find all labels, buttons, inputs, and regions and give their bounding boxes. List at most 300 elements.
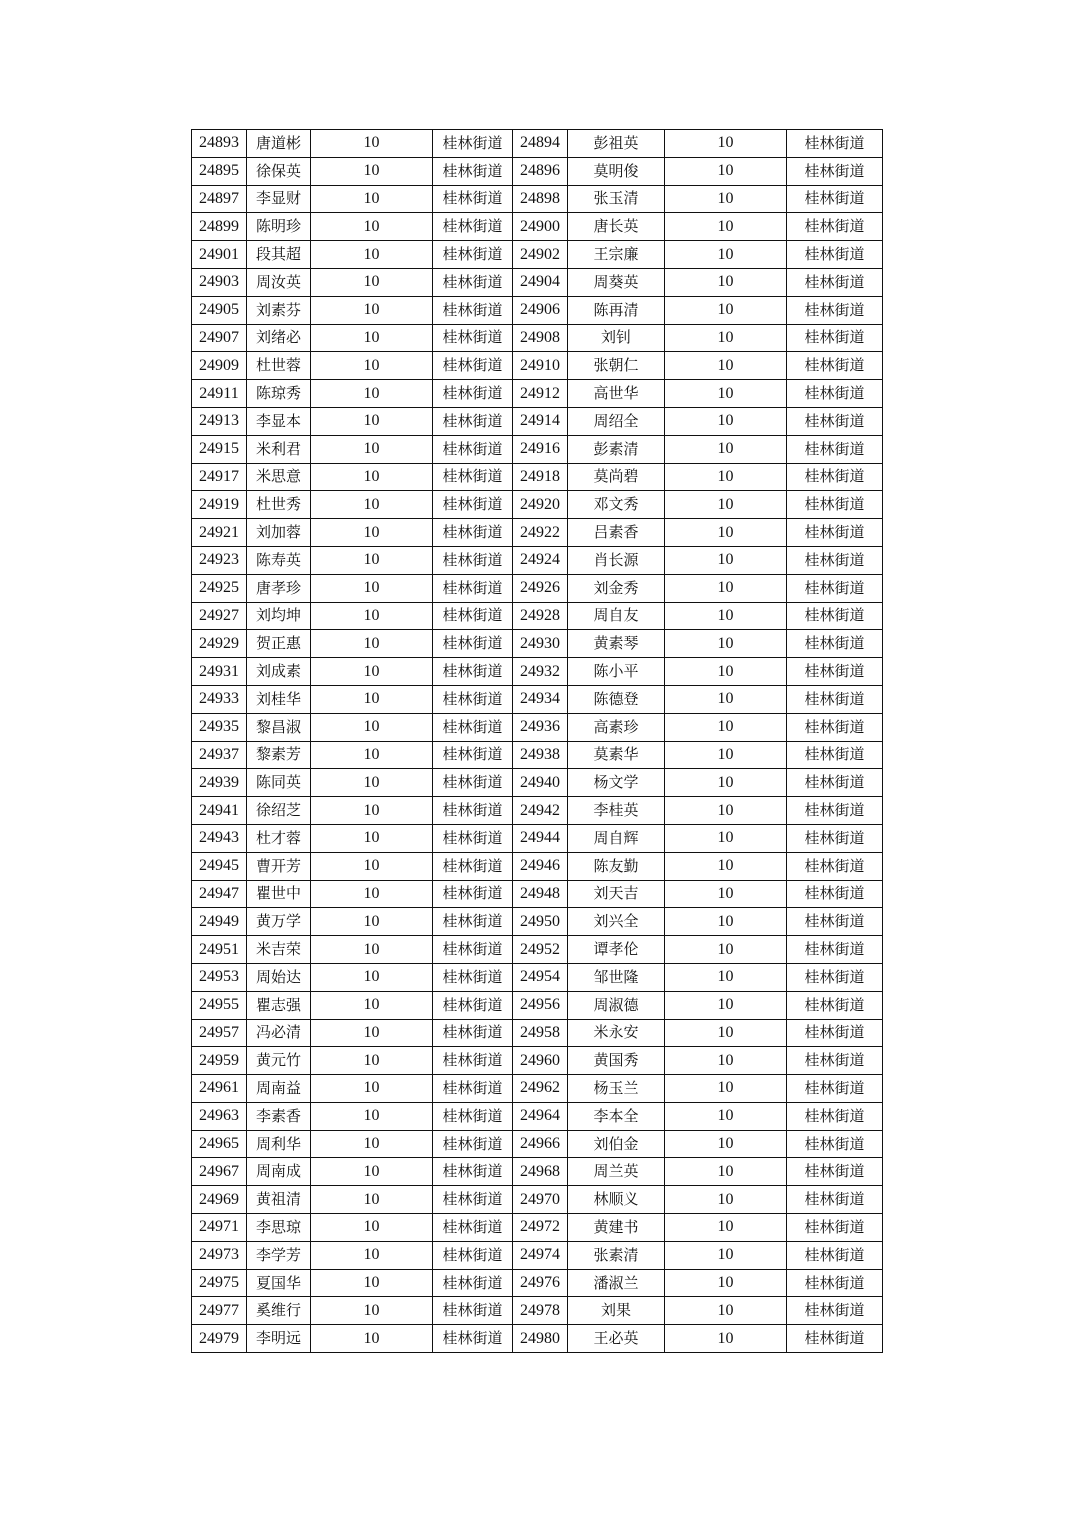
left-name-cell: 段其超: [247, 241, 311, 269]
left-amount-cell: 10: [311, 741, 433, 769]
left-amount-cell: 10: [311, 1047, 433, 1075]
right-name-cell: 陈再清: [568, 296, 665, 324]
left-amount-cell: 10: [311, 824, 433, 852]
left-amount-cell: 10: [311, 1102, 433, 1130]
table-row: [192, 797, 883, 825]
table-row: [192, 241, 883, 269]
right-name-cell: 周兰英: [568, 1158, 665, 1186]
right-amount-cell: 10: [665, 1158, 787, 1186]
left-amount-cell: 10: [311, 519, 433, 547]
right-id-cell: 24918: [513, 463, 568, 491]
left-amount-cell: 10: [311, 185, 433, 213]
left-street-cell: 桂林街道: [433, 1241, 513, 1269]
left-amount-cell: 10: [311, 157, 433, 185]
right-name-cell: 林顺义: [568, 1186, 665, 1214]
right-name-cell: 米永安: [568, 1019, 665, 1047]
left-id-cell: 24979: [192, 1325, 247, 1353]
left-street-cell: 桂林街道: [433, 491, 513, 519]
right-amount-cell: 10: [665, 491, 787, 519]
left-name-cell: 李思琼: [247, 1214, 311, 1242]
right-amount-cell: 10: [665, 574, 787, 602]
right-amount-cell: 10: [665, 435, 787, 463]
table-row: [192, 908, 883, 936]
left-id-cell: 24907: [192, 324, 247, 352]
left-id-cell: 24937: [192, 741, 247, 769]
table-row: [192, 685, 883, 713]
left-name-cell: 刘桂华: [247, 685, 311, 713]
right-amount-cell: 10: [665, 908, 787, 936]
table-row: [192, 352, 883, 380]
right-name-cell: 刘伯金: [568, 1130, 665, 1158]
left-name-cell: 李显本: [247, 407, 311, 435]
right-name-cell: 张素清: [568, 1241, 665, 1269]
right-street-cell: 桂林街道: [787, 435, 883, 463]
left-name-cell: 刘素芬: [247, 296, 311, 324]
table-row: [192, 1102, 883, 1130]
left-id-cell: 24905: [192, 296, 247, 324]
table-row: [192, 435, 883, 463]
left-street-cell: 桂林街道: [433, 936, 513, 964]
right-id-cell: 24980: [513, 1325, 568, 1353]
right-street-cell: 桂林街道: [787, 185, 883, 213]
roster-body: [192, 130, 883, 1353]
left-name-cell: 陈琼秀: [247, 380, 311, 408]
left-amount-cell: 10: [311, 658, 433, 686]
right-street-cell: 桂林街道: [787, 1075, 883, 1103]
right-amount-cell: 10: [665, 658, 787, 686]
right-amount-cell: 10: [665, 324, 787, 352]
left-amount-cell: 10: [311, 296, 433, 324]
right-name-cell: 高素珍: [568, 713, 665, 741]
left-amount-cell: 10: [311, 380, 433, 408]
right-name-cell: 陈友勤: [568, 852, 665, 880]
right-id-cell: 24936: [513, 713, 568, 741]
left-name-cell: 刘均坤: [247, 602, 311, 630]
left-id-cell: 24933: [192, 685, 247, 713]
left-street-cell: 桂林街道: [433, 1297, 513, 1325]
right-id-cell: 24896: [513, 157, 568, 185]
table-row: [192, 185, 883, 213]
left-name-cell: 徐绍芝: [247, 797, 311, 825]
right-street-cell: 桂林街道: [787, 1297, 883, 1325]
right-id-cell: 24926: [513, 574, 568, 602]
right-amount-cell: 10: [665, 213, 787, 241]
left-id-cell: 24899: [192, 213, 247, 241]
table-row: [192, 963, 883, 991]
right-name-cell: 杨玉兰: [568, 1075, 665, 1103]
right-amount-cell: 10: [665, 463, 787, 491]
left-amount-cell: 10: [311, 352, 433, 380]
right-id-cell: 24954: [513, 963, 568, 991]
left-name-cell: 黎昌淑: [247, 713, 311, 741]
left-amount-cell: 10: [311, 213, 433, 241]
left-name-cell: 杜世秀: [247, 491, 311, 519]
left-id-cell: 24939: [192, 769, 247, 797]
right-street-cell: 桂林街道: [787, 908, 883, 936]
right-id-cell: 24922: [513, 519, 568, 547]
right-id-cell: 24960: [513, 1047, 568, 1075]
left-street-cell: 桂林街道: [433, 963, 513, 991]
left-id-cell: 24975: [192, 1269, 247, 1297]
right-id-cell: 24920: [513, 491, 568, 519]
left-name-cell: 刘成素: [247, 658, 311, 686]
right-name-cell: 周淑德: [568, 991, 665, 1019]
left-amount-cell: 10: [311, 130, 433, 158]
left-street-cell: 桂林街道: [433, 296, 513, 324]
left-id-cell: 24961: [192, 1075, 247, 1103]
right-id-cell: 24908: [513, 324, 568, 352]
right-name-cell: 张朝仁: [568, 352, 665, 380]
left-street-cell: 桂林街道: [433, 268, 513, 296]
left-amount-cell: 10: [311, 852, 433, 880]
left-name-cell: 陈同英: [247, 769, 311, 797]
left-street-cell: 桂林街道: [433, 769, 513, 797]
right-id-cell: 24932: [513, 658, 568, 686]
right-street-cell: 桂林街道: [787, 1186, 883, 1214]
right-amount-cell: 10: [665, 1047, 787, 1075]
left-name-cell: 李明远: [247, 1325, 311, 1353]
left-id-cell: 24973: [192, 1241, 247, 1269]
left-street-cell: 桂林街道: [433, 519, 513, 547]
right-id-cell: 24916: [513, 435, 568, 463]
right-id-cell: 24948: [513, 880, 568, 908]
left-id-cell: 24967: [192, 1158, 247, 1186]
left-id-cell: 24941: [192, 797, 247, 825]
table-row: [192, 380, 883, 408]
table-row: [192, 296, 883, 324]
left-name-cell: 杜才蓉: [247, 824, 311, 852]
table-row: [192, 519, 883, 547]
right-name-cell: 彭素清: [568, 435, 665, 463]
left-amount-cell: 10: [311, 1158, 433, 1186]
right-street-cell: 桂林街道: [787, 1158, 883, 1186]
right-name-cell: 周自辉: [568, 824, 665, 852]
right-amount-cell: 10: [665, 630, 787, 658]
right-name-cell: 莫明俊: [568, 157, 665, 185]
left-id-cell: 24935: [192, 713, 247, 741]
left-street-cell: 桂林街道: [433, 1269, 513, 1297]
table-row: [192, 602, 883, 630]
left-street-cell: 桂林街道: [433, 463, 513, 491]
left-id-cell: 24903: [192, 268, 247, 296]
table-row: [192, 824, 883, 852]
right-id-cell: 24902: [513, 241, 568, 269]
left-street-cell: 桂林街道: [433, 380, 513, 408]
left-amount-cell: 10: [311, 908, 433, 936]
right-name-cell: 吕素香: [568, 519, 665, 547]
left-amount-cell: 10: [311, 1241, 433, 1269]
left-name-cell: 瞿志强: [247, 991, 311, 1019]
table-row: [192, 1186, 883, 1214]
right-street-cell: 桂林街道: [787, 963, 883, 991]
right-name-cell: 周绍全: [568, 407, 665, 435]
right-name-cell: 黄国秀: [568, 1047, 665, 1075]
right-amount-cell: 10: [665, 1186, 787, 1214]
left-amount-cell: 10: [311, 435, 433, 463]
left-id-cell: 24971: [192, 1214, 247, 1242]
left-id-cell: 24947: [192, 880, 247, 908]
left-amount-cell: 10: [311, 769, 433, 797]
left-id-cell: 24917: [192, 463, 247, 491]
right-street-cell: 桂林街道: [787, 574, 883, 602]
right-name-cell: 高世华: [568, 380, 665, 408]
left-amount-cell: 10: [311, 546, 433, 574]
right-amount-cell: 10: [665, 1297, 787, 1325]
right-street-cell: 桂林街道: [787, 685, 883, 713]
right-amount-cell: 10: [665, 769, 787, 797]
left-id-cell: 24943: [192, 824, 247, 852]
left-name-cell: 米利君: [247, 435, 311, 463]
right-street-cell: 桂林街道: [787, 1269, 883, 1297]
right-amount-cell: 10: [665, 241, 787, 269]
left-amount-cell: 10: [311, 1214, 433, 1242]
left-street-cell: 桂林街道: [433, 797, 513, 825]
right-street-cell: 桂林街道: [787, 1241, 883, 1269]
right-name-cell: 李本全: [568, 1102, 665, 1130]
left-name-cell: 黄元竹: [247, 1047, 311, 1075]
left-street-cell: 桂林街道: [433, 1047, 513, 1075]
right-amount-cell: 10: [665, 1214, 787, 1242]
left-id-cell: 24963: [192, 1102, 247, 1130]
left-name-cell: 米吉荣: [247, 936, 311, 964]
right-street-cell: 桂林街道: [787, 1130, 883, 1158]
left-name-cell: 奚维行: [247, 1297, 311, 1325]
right-id-cell: 24976: [513, 1269, 568, 1297]
right-street-cell: 桂林街道: [787, 1047, 883, 1075]
right-id-cell: 24966: [513, 1130, 568, 1158]
left-street-cell: 桂林街道: [433, 741, 513, 769]
right-name-cell: 刘钊: [568, 324, 665, 352]
left-street-cell: 桂林街道: [433, 713, 513, 741]
left-street-cell: 桂林街道: [433, 1214, 513, 1242]
right-id-cell: 24956: [513, 991, 568, 1019]
left-street-cell: 桂林街道: [433, 241, 513, 269]
table-row: [192, 463, 883, 491]
left-name-cell: 唐道彬: [247, 130, 311, 158]
right-amount-cell: 10: [665, 1075, 787, 1103]
right-id-cell: 24912: [513, 380, 568, 408]
right-street-cell: 桂林街道: [787, 769, 883, 797]
right-street-cell: 桂林街道: [787, 852, 883, 880]
left-street-cell: 桂林街道: [433, 602, 513, 630]
left-amount-cell: 10: [311, 797, 433, 825]
left-amount-cell: 10: [311, 1075, 433, 1103]
left-street-cell: 桂林街道: [433, 1325, 513, 1353]
right-name-cell: 周自友: [568, 602, 665, 630]
left-name-cell: 黄万学: [247, 908, 311, 936]
left-id-cell: 24919: [192, 491, 247, 519]
left-street-cell: 桂林街道: [433, 157, 513, 185]
left-amount-cell: 10: [311, 1325, 433, 1353]
table-row: [192, 1130, 883, 1158]
table-row: [192, 213, 883, 241]
right-street-cell: 桂林街道: [787, 936, 883, 964]
table-row: [192, 130, 883, 158]
table-row: [192, 1241, 883, 1269]
table-row: [192, 1297, 883, 1325]
left-name-cell: 周南益: [247, 1075, 311, 1103]
left-id-cell: 24915: [192, 435, 247, 463]
right-street-cell: 桂林街道: [787, 797, 883, 825]
left-amount-cell: 10: [311, 713, 433, 741]
right-street-cell: 桂林街道: [787, 1102, 883, 1130]
left-street-cell: 桂林街道: [433, 1130, 513, 1158]
left-name-cell: 周南成: [247, 1158, 311, 1186]
right-name-cell: 黄建书: [568, 1214, 665, 1242]
right-amount-cell: 10: [665, 352, 787, 380]
right-street-cell: 桂林街道: [787, 519, 883, 547]
right-amount-cell: 10: [665, 1019, 787, 1047]
left-street-cell: 桂林街道: [433, 908, 513, 936]
right-id-cell: 24940: [513, 769, 568, 797]
left-amount-cell: 10: [311, 936, 433, 964]
table-row: [192, 574, 883, 602]
left-name-cell: 杜世蓉: [247, 352, 311, 380]
left-name-cell: 周利华: [247, 1130, 311, 1158]
left-name-cell: 黄祖清: [247, 1186, 311, 1214]
right-amount-cell: 10: [665, 130, 787, 158]
left-name-cell: 李显财: [247, 185, 311, 213]
table-row: [192, 852, 883, 880]
right-amount-cell: 10: [665, 546, 787, 574]
right-amount-cell: 10: [665, 157, 787, 185]
right-id-cell: 24938: [513, 741, 568, 769]
right-id-cell: 24942: [513, 797, 568, 825]
right-id-cell: 24958: [513, 1019, 568, 1047]
table-row: [192, 991, 883, 1019]
left-id-cell: 24969: [192, 1186, 247, 1214]
left-name-cell: 陈明珍: [247, 213, 311, 241]
right-id-cell: 24898: [513, 185, 568, 213]
right-amount-cell: 10: [665, 824, 787, 852]
left-amount-cell: 10: [311, 324, 433, 352]
left-street-cell: 桂林街道: [433, 407, 513, 435]
table-row: [192, 324, 883, 352]
left-id-cell: 24925: [192, 574, 247, 602]
right-id-cell: 24944: [513, 824, 568, 852]
left-amount-cell: 10: [311, 463, 433, 491]
right-name-cell: 莫素华: [568, 741, 665, 769]
right-street-cell: 桂林街道: [787, 824, 883, 852]
left-name-cell: 李素香: [247, 1102, 311, 1130]
left-amount-cell: 10: [311, 991, 433, 1019]
left-name-cell: 陈寿英: [247, 546, 311, 574]
table-row: [192, 1214, 883, 1242]
right-name-cell: 杨文学: [568, 769, 665, 797]
left-street-cell: 桂林街道: [433, 824, 513, 852]
right-id-cell: 24972: [513, 1214, 568, 1242]
right-id-cell: 24974: [513, 1241, 568, 1269]
right-street-cell: 桂林街道: [787, 1325, 883, 1353]
right-street-cell: 桂林街道: [787, 991, 883, 1019]
left-amount-cell: 10: [311, 630, 433, 658]
left-id-cell: 24977: [192, 1297, 247, 1325]
right-street-cell: 桂林街道: [787, 407, 883, 435]
left-name-cell: 刘绪必: [247, 324, 311, 352]
left-street-cell: 桂林街道: [433, 130, 513, 158]
table-row: [192, 1075, 883, 1103]
right-street-cell: 桂林街道: [787, 713, 883, 741]
left-street-cell: 桂林街道: [433, 435, 513, 463]
left-amount-cell: 10: [311, 685, 433, 713]
right-amount-cell: 10: [665, 685, 787, 713]
left-street-cell: 桂林街道: [433, 213, 513, 241]
left-street-cell: 桂林街道: [433, 1158, 513, 1186]
left-name-cell: 瞿世中: [247, 880, 311, 908]
right-name-cell: 潘淑兰: [568, 1269, 665, 1297]
roster-table: [191, 129, 883, 1353]
left-amount-cell: 10: [311, 1297, 433, 1325]
right-amount-cell: 10: [665, 880, 787, 908]
left-name-cell: 冯必清: [247, 1019, 311, 1047]
right-id-cell: 24914: [513, 407, 568, 435]
left-amount-cell: 10: [311, 963, 433, 991]
table-row: [192, 769, 883, 797]
table-row: [192, 1269, 883, 1297]
right-amount-cell: 10: [665, 1130, 787, 1158]
right-amount-cell: 10: [665, 1269, 787, 1297]
right-name-cell: 莫尚碧: [568, 463, 665, 491]
right-name-cell: 王宗廉: [568, 241, 665, 269]
left-amount-cell: 10: [311, 268, 433, 296]
right-name-cell: 谭孝伦: [568, 936, 665, 964]
right-street-cell: 桂林街道: [787, 880, 883, 908]
right-amount-cell: 10: [665, 185, 787, 213]
left-id-cell: 24929: [192, 630, 247, 658]
right-name-cell: 唐长英: [568, 213, 665, 241]
right-name-cell: 肖长源: [568, 546, 665, 574]
left-amount-cell: 10: [311, 880, 433, 908]
right-id-cell: 24962: [513, 1075, 568, 1103]
right-amount-cell: 10: [665, 1102, 787, 1130]
left-street-cell: 桂林街道: [433, 852, 513, 880]
left-id-cell: 24895: [192, 157, 247, 185]
right-id-cell: 24906: [513, 296, 568, 324]
table-row: [192, 407, 883, 435]
left-id-cell: 24945: [192, 852, 247, 880]
table-row: [192, 1019, 883, 1047]
right-street-cell: 桂林街道: [787, 352, 883, 380]
left-id-cell: 24901: [192, 241, 247, 269]
right-id-cell: 24968: [513, 1158, 568, 1186]
left-id-cell: 24951: [192, 936, 247, 964]
right-amount-cell: 10: [665, 380, 787, 408]
left-name-cell: 周始达: [247, 963, 311, 991]
left-id-cell: 24931: [192, 658, 247, 686]
table-row: [192, 880, 883, 908]
table-row: [192, 658, 883, 686]
right-street-cell: 桂林街道: [787, 213, 883, 241]
left-street-cell: 桂林街道: [433, 352, 513, 380]
right-id-cell: 24894: [513, 130, 568, 158]
left-id-cell: 24893: [192, 130, 247, 158]
right-street-cell: 桂林街道: [787, 268, 883, 296]
right-name-cell: 陈小平: [568, 658, 665, 686]
left-street-cell: 桂林街道: [433, 546, 513, 574]
left-street-cell: 桂林街道: [433, 1075, 513, 1103]
table-row: [192, 546, 883, 574]
right-street-cell: 桂林街道: [787, 630, 883, 658]
right-id-cell: 24904: [513, 268, 568, 296]
left-id-cell: 24955: [192, 991, 247, 1019]
right-id-cell: 24928: [513, 602, 568, 630]
right-street-cell: 桂林街道: [787, 658, 883, 686]
right-name-cell: 张玉清: [568, 185, 665, 213]
left-street-cell: 桂林街道: [433, 658, 513, 686]
right-id-cell: 24964: [513, 1102, 568, 1130]
right-name-cell: 邹世隆: [568, 963, 665, 991]
left-amount-cell: 10: [311, 1019, 433, 1047]
